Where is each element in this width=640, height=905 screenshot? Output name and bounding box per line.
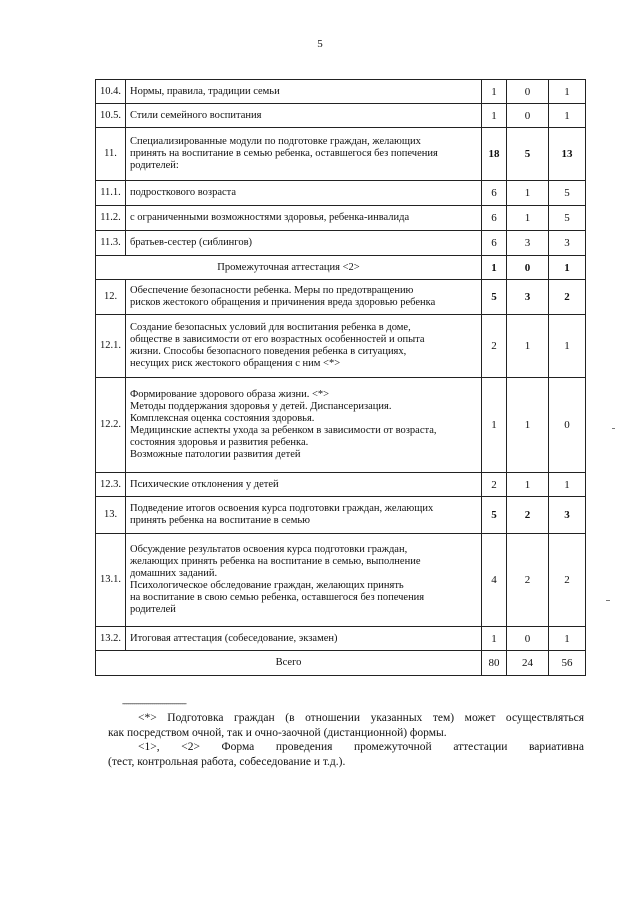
hours-theory: 2 bbox=[507, 497, 549, 534]
scan-mark bbox=[612, 428, 615, 429]
hours-total: 1 bbox=[482, 378, 507, 473]
hours-total: 4 bbox=[482, 534, 507, 627]
hours-theory: 1 bbox=[507, 378, 549, 473]
topic-number: 12. bbox=[96, 280, 126, 315]
table-row bbox=[96, 206, 586, 231]
hours-practice: 5 bbox=[549, 181, 586, 206]
table-row bbox=[96, 627, 586, 651]
hours-total: 80 bbox=[482, 651, 507, 676]
topic-title-line: состояния здоровья и развития ребенка. bbox=[130, 437, 309, 448]
topic-title bbox=[126, 181, 482, 206]
topic-title-line: Медицинские аспекты ухода за ребенком в зависимости от возраста, bbox=[130, 425, 437, 436]
table-row bbox=[96, 104, 586, 128]
topic-title-line: Промежуточная аттестация <2> bbox=[217, 261, 360, 273]
table-row bbox=[96, 497, 586, 534]
hours-practice: 1 bbox=[549, 256, 586, 280]
hours-theory: 24 bbox=[507, 651, 549, 676]
table-row bbox=[96, 473, 586, 497]
topic-title-line: Создание безопасных условий для воспитания ребенка в доме, bbox=[130, 322, 411, 333]
table-summary-row bbox=[96, 256, 586, 280]
hours-practice: 1 bbox=[549, 627, 586, 651]
topic-title bbox=[96, 256, 482, 280]
topic-title-line: принять на воспитание в семью ребенка, оставшегося без попечения bbox=[130, 148, 438, 159]
topic-title bbox=[126, 80, 482, 104]
topic-title-line: Возможные патологии развития детей bbox=[130, 449, 301, 460]
topic-title-line: братьев-сестер (сиблингов) bbox=[130, 237, 253, 248]
topic-number: 12.1. bbox=[96, 315, 126, 378]
hours-practice: 1 bbox=[549, 315, 586, 378]
hours-theory: 1 bbox=[507, 473, 549, 497]
topic-number: 13.2. bbox=[96, 627, 126, 651]
topic-title bbox=[126, 280, 482, 315]
topic-title-line: на воспитание в свою семью ребенка, оставшегося без попечения bbox=[130, 592, 425, 603]
hours-theory: 0 bbox=[507, 627, 549, 651]
topic-title-line: Специализированные модули по подготовке граждан, желающих bbox=[130, 136, 421, 147]
hours-theory: 1 bbox=[507, 315, 549, 378]
table-row bbox=[96, 231, 586, 256]
topic-title-line: родителей: bbox=[130, 160, 179, 171]
topic-number: 11. bbox=[96, 128, 126, 181]
hours-practice: 56 bbox=[549, 651, 586, 676]
hours-theory: 0 bbox=[507, 104, 549, 128]
table-row bbox=[96, 378, 586, 473]
scan-mark bbox=[606, 600, 610, 601]
topic-title-line: желающих принять ребенка на воспитание в семью, выполнение bbox=[130, 556, 421, 567]
table-row bbox=[96, 181, 586, 206]
hours-practice: 1 bbox=[549, 80, 586, 104]
topic-title-line: жизни. Способы безопасного поведения ребенка в ситуациях, bbox=[130, 346, 407, 357]
hours-total: 1 bbox=[482, 256, 507, 280]
hours-total: 6 bbox=[482, 231, 507, 256]
topic-title-line: несущих риск жестокого обращения с ним <*> bbox=[130, 358, 341, 369]
table-summary-row bbox=[96, 651, 586, 676]
topic-title-line: Комплексная оценка состояния здоровья. bbox=[130, 413, 315, 424]
topic-title-line: Всего bbox=[275, 657, 302, 668]
topic-title-line: рисков жестокого обращения и причинения вреда здоровью ребенка bbox=[130, 297, 436, 308]
topic-title bbox=[126, 473, 482, 497]
hours-total: 18 bbox=[482, 128, 507, 181]
hours-practice: 3 bbox=[549, 497, 586, 534]
hours-practice: 1 bbox=[549, 473, 586, 497]
footnote-2-line-2: (тест, контрольная работа, собеседование и т.д.). bbox=[108, 755, 346, 768]
topic-number: 13.1. bbox=[96, 534, 126, 627]
topic-number: 13. bbox=[96, 497, 126, 534]
topic-title bbox=[126, 128, 482, 181]
topic-title-line: Психические отклонения у детей bbox=[130, 478, 279, 490]
footnotes bbox=[108, 711, 584, 769]
footnote-1-line-2: как посредством очной, так и очно-заочной (дистанционной) формы. bbox=[108, 726, 447, 739]
topic-title bbox=[126, 627, 482, 651]
topic-number: 10.5. bbox=[96, 104, 126, 128]
topic-number: 12.3. bbox=[96, 473, 126, 497]
hours-total: 2 bbox=[482, 315, 507, 378]
hours-practice: 1 bbox=[549, 104, 586, 128]
hours-theory: 3 bbox=[507, 280, 549, 315]
table-row bbox=[96, 280, 586, 315]
hours-practice: 2 bbox=[549, 280, 586, 315]
topic-title-line: обществе в зависимости от его возрастных особенностей и опыта bbox=[130, 334, 425, 345]
hours-theory: 3 bbox=[507, 231, 549, 256]
topic-title-line: подросткового возраста bbox=[130, 187, 237, 198]
hours-total: 6 bbox=[482, 181, 507, 206]
topic-title bbox=[126, 206, 482, 231]
hours-total: 2 bbox=[482, 473, 507, 497]
topic-title-line: Итоговая аттестация (собеседование, экзамен) bbox=[130, 632, 338, 644]
curriculum-table-body bbox=[96, 80, 586, 676]
topic-title bbox=[96, 651, 482, 676]
hours-theory: 2 bbox=[507, 534, 549, 627]
page-number: 5 bbox=[317, 38, 323, 50]
table-row bbox=[96, 80, 586, 104]
table-row bbox=[96, 315, 586, 378]
hours-practice: 0 bbox=[549, 378, 586, 473]
topic-number: 11.1. bbox=[96, 181, 126, 206]
footnote-separator: -------------------------------- bbox=[122, 698, 186, 708]
topic-number: 11.2. bbox=[96, 206, 126, 231]
hours-practice: 13 bbox=[549, 128, 586, 181]
table-row bbox=[96, 534, 586, 627]
topic-number: 11.3. bbox=[96, 231, 126, 256]
topic-number: 10.4. bbox=[96, 80, 126, 104]
topic-title-line: принять ребенка на воспитание в семью bbox=[130, 515, 310, 526]
hours-practice: 2 bbox=[549, 534, 586, 627]
topic-title-line: домашних заданий. bbox=[130, 568, 218, 579]
hours-theory: 0 bbox=[507, 256, 549, 280]
hours-theory: 5 bbox=[507, 128, 549, 181]
topic-title bbox=[126, 231, 482, 256]
topic-title-line: Подведение итогов освоения курса подготовки граждан, желающих bbox=[130, 503, 434, 514]
hours-practice: 5 bbox=[549, 206, 586, 231]
topic-title-line: родителей bbox=[130, 604, 176, 615]
footnote-1-line-1: <*> Подготовка граждан (в отношении указанных тем) может осуществляться bbox=[138, 712, 584, 724]
topic-title-line: Психологическое обследование граждан, желающих принять bbox=[130, 580, 404, 591]
topic-title-line: Обеспечение безопасности ребенка. Меры по предотвращению bbox=[130, 285, 414, 296]
topic-title bbox=[126, 497, 482, 534]
topic-title-line: Обсуждение результатов освоения курса подготовки граждан, bbox=[130, 544, 408, 555]
topic-title-line: Методы поддержания здоровья у детей. Диспансеризация. bbox=[130, 401, 392, 412]
curriculum-table bbox=[95, 79, 586, 676]
hours-total: 1 bbox=[482, 104, 507, 128]
hours-theory: 1 bbox=[507, 206, 549, 231]
hours-theory: 1 bbox=[507, 181, 549, 206]
hours-total: 5 bbox=[482, 497, 507, 534]
topic-number: 12.2. bbox=[96, 378, 126, 473]
topic-title-line: с ограниченными возможностями здоровья, ребенка-инвалида bbox=[130, 212, 410, 223]
hours-total: 1 bbox=[482, 627, 507, 651]
topic-title bbox=[126, 104, 482, 128]
topic-title bbox=[126, 315, 482, 378]
footnote-2-line-1: <1>, <2> Форма проведения промежуточной аттестации вариативна bbox=[138, 741, 584, 753]
hours-total: 1 bbox=[482, 80, 507, 104]
hours-total: 6 bbox=[482, 206, 507, 231]
topic-title bbox=[126, 534, 482, 627]
topic-title bbox=[126, 378, 482, 473]
topic-title-line: Нормы, правила, традиции семьи bbox=[130, 85, 280, 97]
hours-theory: 0 bbox=[507, 80, 549, 104]
hours-practice: 3 bbox=[549, 231, 586, 256]
table-row bbox=[96, 128, 586, 181]
topic-title-line: Формирование здорового образа жизни. <*> bbox=[130, 389, 330, 400]
topic-title-line: Стили семейного воспитания bbox=[130, 109, 262, 121]
hours-total: 5 bbox=[482, 280, 507, 315]
